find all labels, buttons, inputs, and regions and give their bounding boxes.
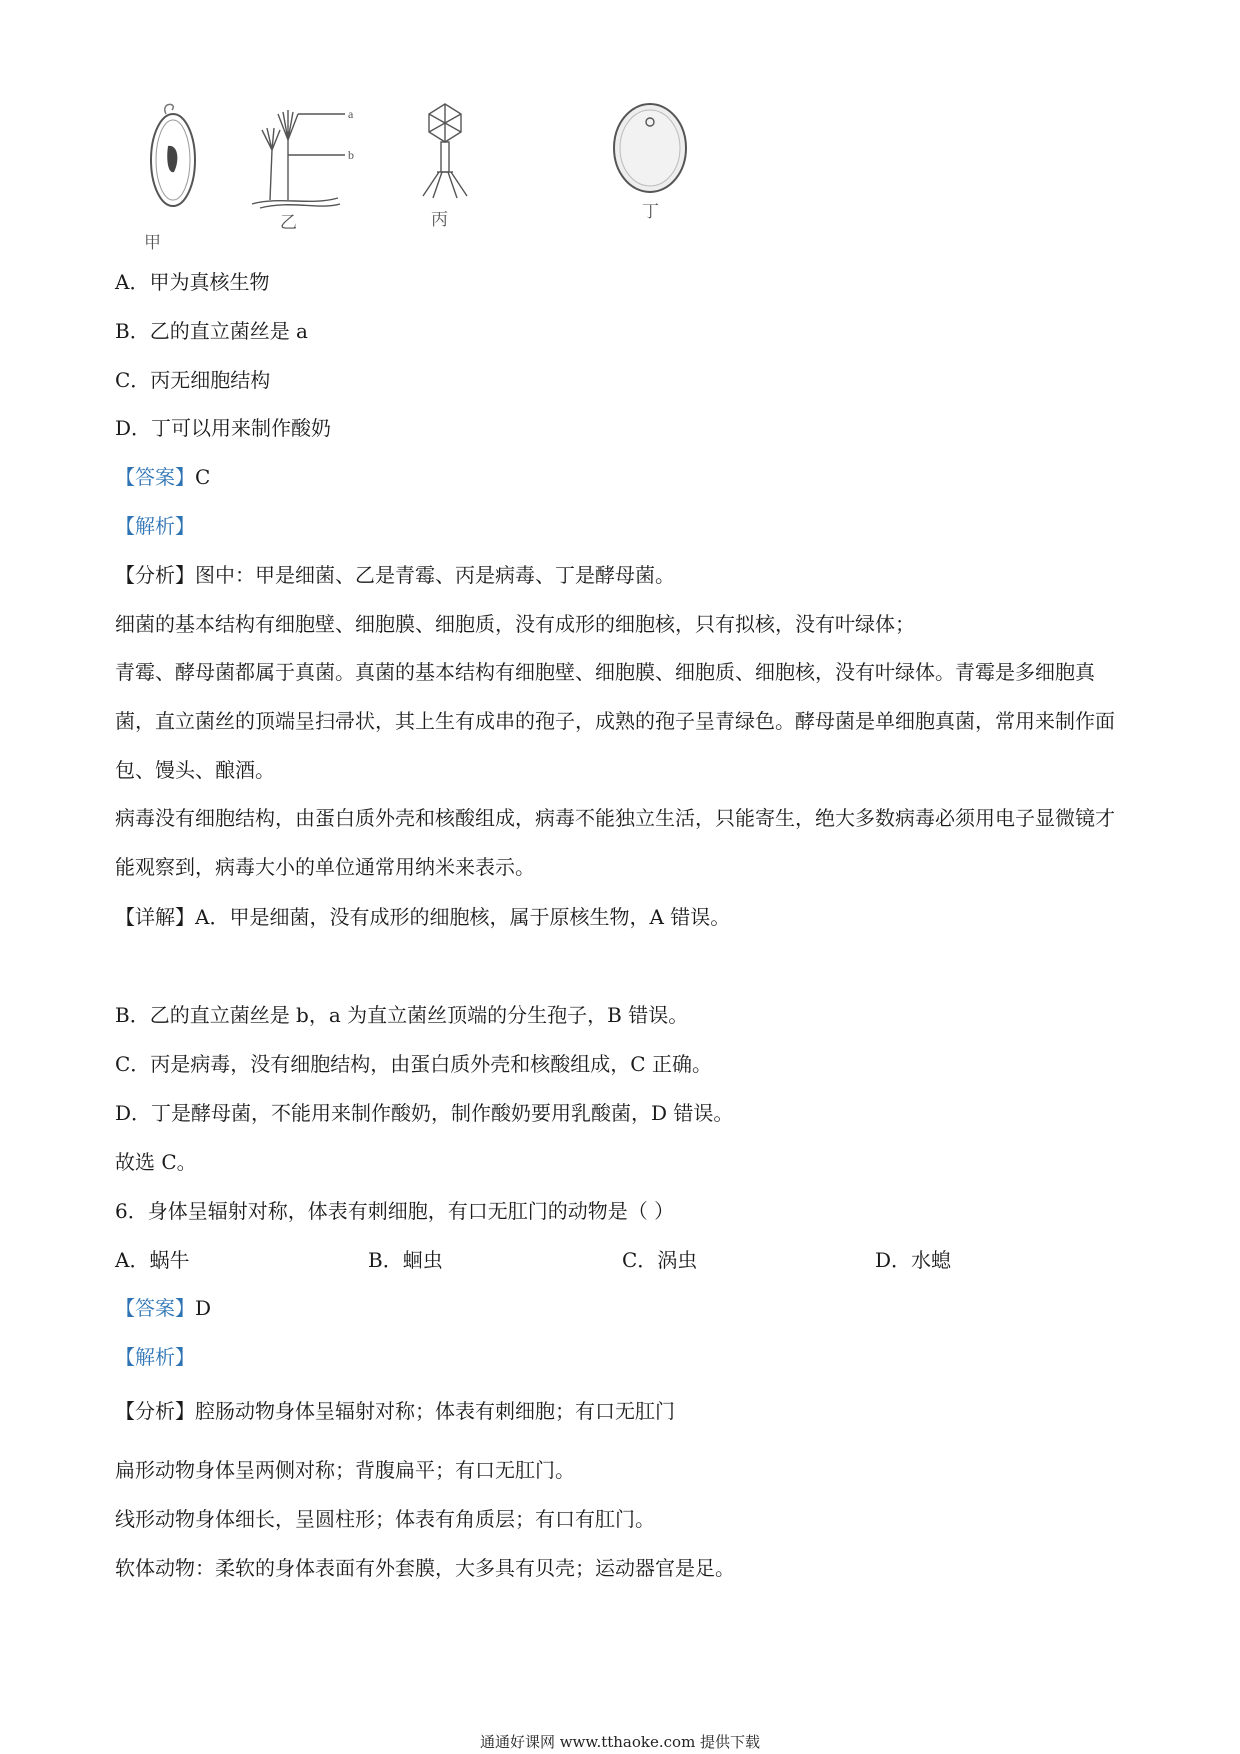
- penicillium-figure: [250, 100, 380, 233]
- yeast-drawing: [610, 100, 690, 195]
- q6-option-b: B．蛔虫: [368, 1248, 443, 1272]
- organism-figures: [130, 100, 730, 260]
- q6-option-d: D．水螅: [875, 1248, 952, 1272]
- bacterium-figure: [138, 100, 208, 253]
- q6-question: 6．身体呈辐射对称，体表有刺细胞，有口无肛门的动物是（ ）: [115, 1199, 675, 1223]
- q5-detail-a: [115, 903, 730, 931]
- q5-paragraph-fungi: 青霉、酵母菌都属于真菌。真菌的基本结构有细胞壁、细胞膜、细胞质、细胞核，没有叶绿体。青霉是多细胞真菌，直立菌丝的顶端呈扫帚状，其上生有成串的孢子，成熟的孢子呈青绿色。酵母菌是单细胞真菌，常用来制作面包、馒头、酿酒。: [115, 660, 1115, 782]
- answer-value: C: [195, 465, 211, 489]
- callout-a: a: [348, 107, 354, 121]
- q6-fenxi: [115, 1397, 675, 1425]
- yeast-figure: [610, 100, 690, 222]
- callout-b: b: [348, 148, 354, 162]
- q5-option-c: C．丙无细胞结构: [115, 368, 271, 392]
- q5-detail-b: B．乙的直立菌丝是 b，a 为直立菌丝顶端的分生孢子，B 错误。: [115, 1003, 689, 1027]
- answer-value: D: [195, 1296, 212, 1320]
- virus-drawing: [415, 100, 475, 205]
- q6-option-a: A．蜗牛: [115, 1248, 190, 1272]
- fenxi-text: 腔肠动物身体呈辐射对称；体表有刺细胞；有口无肛门: [195, 1399, 675, 1423]
- figure-label-bing: 丙: [431, 210, 448, 230]
- figure-label-jia: 甲: [144, 233, 161, 253]
- q5-fenxi: [115, 561, 675, 589]
- xiangjie-tag: 【详解】: [115, 905, 195, 929]
- q5-paragraph-bacteria: 细菌的基本结构有细胞壁、细胞膜、细胞质，没有成形的细胞核，只有拟核，没有叶绿体；: [115, 612, 915, 636]
- bacterium-drawing: [138, 100, 208, 220]
- q5-option-d: D．丁可以用来制作酸奶: [115, 416, 332, 440]
- page-footer: 通通好课网 www.tthaoke.com 提供下载: [479, 1733, 761, 1751]
- q5-option-a: A．甲为真核生物: [115, 270, 270, 294]
- answer-tag: 【答案】: [115, 465, 195, 489]
- q5-detail-c: C．丙是病毒，没有细胞结构，由蛋白质外壳和核酸组成，C 正确。: [115, 1052, 712, 1076]
- q6-option-c: C．涡虫: [622, 1248, 698, 1272]
- q6-answer: [115, 1294, 211, 1322]
- figure-label-yi: 乙: [280, 213, 297, 233]
- q6-paragraph-roundworm: 线形动物身体细长，呈圆柱形；体表有角质层；有口有肛门。: [115, 1507, 655, 1531]
- q5-option-b: B．乙的直立菌丝是 a: [115, 319, 308, 343]
- q5-choice: 故选 C。: [115, 1150, 197, 1174]
- xiangjie-text: A．甲是细菌，没有成形的细胞核，属于原核生物，A 错误。: [195, 905, 731, 929]
- penicillium-drawing: [250, 100, 380, 220]
- q5-detail-d: D．丁是酵母菌，不能用来制作酸奶，制作酸奶要用乳酸菌，D 错误。: [115, 1101, 734, 1125]
- q6-paragraph-flatworm: 扁形动物身体呈两侧对称；背腹扁平；有口无肛门。: [115, 1458, 575, 1482]
- fenxi-text: 图中：甲是细菌、乙是青霉、丙是病毒、丁是酵母菌。: [195, 563, 675, 587]
- answer-tag: 【答案】: [115, 1296, 195, 1320]
- q6-analysis-tag: 【解析】: [115, 1345, 195, 1369]
- fenxi-tag: 【分析】: [115, 1399, 195, 1423]
- figure-label-ding: 丁: [642, 202, 659, 222]
- q6-paragraph-mollusc: 软体动物：柔软的身体表面有外套膜，大多具有贝壳；运动器官是足。: [115, 1556, 735, 1580]
- fenxi-tag: 【分析】: [115, 563, 195, 587]
- q5-answer: [115, 463, 210, 491]
- virus-figure: [415, 100, 475, 230]
- q5-paragraph-virus: 病毒没有细胞结构，由蛋白质外壳和核酸组成，病毒不能独立生活，只能寄生，绝大多数病毒必须用电子显微镜才能观察到，病毒大小的单位通常用纳米来表示。: [115, 806, 1115, 879]
- q5-analysis-tag: 【解析】: [115, 514, 195, 538]
